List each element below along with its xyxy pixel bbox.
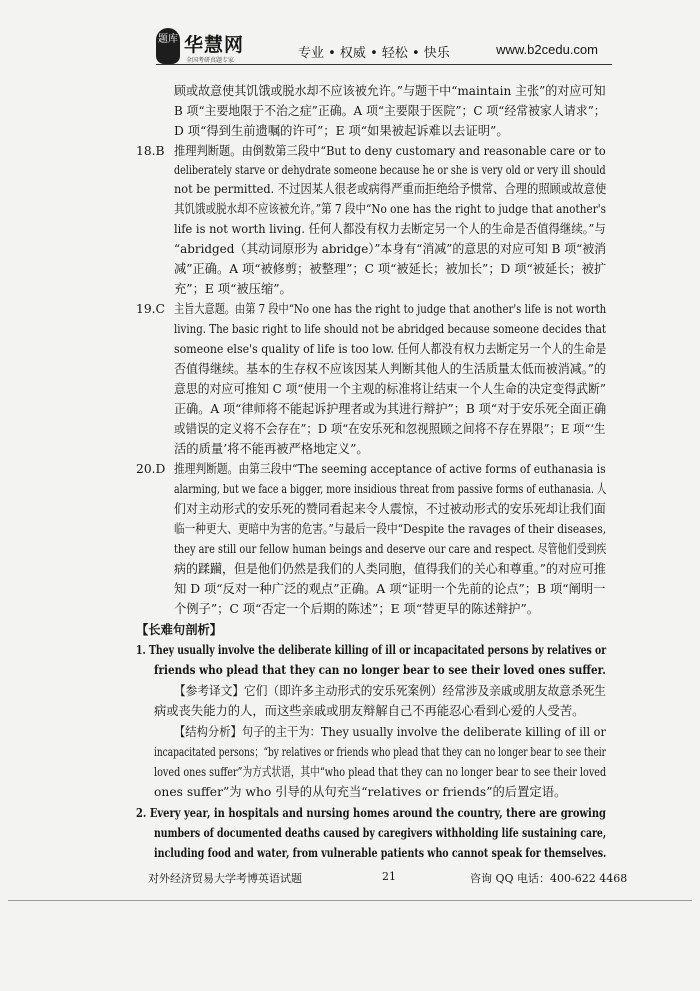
answer-number: 18.B [136,144,165,158]
text-line: 活的质量’将不能再被严格地定义”。 [174,442,369,456]
text-line: 或错误的定义将不会存在”；D 项“在安乐死和忽视照顾之间将不存在界限”；E 项“‘生 [174,422,606,436]
page-header [148,28,618,74]
analysis-line: ones suffer”为 who 引导的从句充当“relatives or friends”的后置定语。 [154,785,567,799]
text-line: “abridged（其动词原形为 abridge）”本身有“消减”的意思的对应可知 B 项“被消 [174,242,607,256]
analysis-line: incapacitated persons；“by relatives or friends who plead that they can no longer bear to see their [154,745,606,759]
footer-contact: 咨询 QQ 电话：400-622 4468 [470,872,628,885]
answer-number: 20.D [136,462,166,476]
text-line: 临一种更大、更暗中为害的危害。”与最后一段中“Despite the ravages of their diseases, [174,522,607,536]
text-line: 知 D 项“反对一种广泛的观点”正确。A 项“证明一个先前的论点”；B 项“阐明一 [174,582,606,596]
text-line: 推理判断题。由第三段中“The seeming acceptance of active forms of euthanasia is [174,462,606,476]
text-line: 病的蹂躏，但是他们仍然是我们的人类同胞，值得我们的关心和尊重。”的对应可推 [174,562,606,576]
sentence-text: including food and water, from vulnerable patients who cannot speak for themselves. [154,845,607,860]
header-website: www.b2cedu.com [496,42,598,57]
text-line: 减”正确。A 项“被修剪；被整理”；C 项“被延长；被加长”；D 项“被延长；被扩 [174,262,607,276]
sentence-text: numbers of documented deaths caused by caregivers withholding life sustaining care, [154,825,607,840]
page-divider [8,900,692,901]
text-line: 顾或故意使其饥饿或脱水却不应该被允许。”与题干中“maintain 主张”的对应可知 [174,84,606,98]
page-number: 21 [382,870,396,883]
translation-line: 病或丧失能力的人，而这些亲戚或朋友辩解自己不再能忍心看到心爱的人受苦。 [154,704,585,718]
text-line: 推理判断题。由倒数第三段中“But to deny customary and reasonable care or to [174,144,606,158]
text-line: they are still our fellow human beings and deserve our care and respect. 尽管他们受到疾 [174,542,607,556]
text-line: 否值得继续。基本的生存权不应该因某人判断其他人的生活质量太低而被消减。”的 [174,362,606,376]
text-line: D 项“得到生前遗嘱的许可”；E 项“如果被起诉难以去证明”。 [174,124,509,138]
text-line: B 项“主要地限于不治之症”正确。A 项“主要限于医院”；C 项“经常被家人请求”； [174,104,606,118]
text-line: 主旨大意题。由第 7 段中“No one has the right to judge that another's life is not worth [174,302,607,316]
section-heading: 【长难句剖析】 [136,622,223,637]
sentence-text: 1. They usually involve the deliberate killing of ill or incapacitated persons by relatives or [136,642,607,657]
logo-subtitle: 全国考研真题专家 [186,57,235,64]
logo-name: 华慧网 [184,34,245,56]
analysis-line: 【结构分析】句子的主干为：They usually involve the deliberate killing of ill or [174,725,606,739]
text-line: not be permitted. 不过因某人很老或病得严重而拒绝给予惯常、合理的照顾或故意使 [174,182,607,196]
text-line: deliberately starve or dehydrate someone because he or she is very old or very ill should [174,163,606,177]
sentence-text: friends who plead that they can no longer bear to see their loved ones suffer. [154,662,606,677]
header-slogan: 专业 • 权威 • 轻松 • 快乐 [298,46,450,61]
footer-title: 对外经济贸易大学考博英语试题 [148,872,302,885]
text-line: someone else's quality of life is too low. 任何人都没有权力去断定另一个人的生命是 [174,342,607,356]
text-line: 正确。A 项“律师将不能起诉护理者或为其进行辩护”；B 项“对于安乐死全面正确 [174,402,607,416]
text-line: 意思的对应可推知 C 项“使用一个主观的标准将让结束一个人生命的决定变得武断” [174,382,606,396]
text-line: life is not worth living. 任何人都没有权力去断定另一个人的生命是否值得继续。”与 [174,222,606,236]
header-rule [156,64,612,65]
answer-number: 19.C [136,302,165,316]
text-line: living. The basic right to life should not be abridged because someone decides that [174,322,606,336]
text-line: 其饥饿或脱水却不应该被允许。”第 7 段中“No one has the right to judge that another's [174,202,606,216]
text-line: 个例子”；C 项“否定一个后期的陈述”；E 项“替更早的陈述辩护”。 [174,602,540,616]
text-line: 们对主动形式的安乐死的赞同看起来令人震惊，不过被动形式的安乐死却让我们面 [174,502,606,516]
logo-badge: 题库 [156,28,180,64]
analysis-line: loved ones suffer”为方式状语，其中“who plead that they can no longer bear to see their loved [154,765,607,779]
text-line: 充”；E 项“被压缩”。 [174,282,292,296]
translation-line: 【参考译文】它们（即许多主动形式的安乐死案例）经常涉及亲戚或朋友故意杀死生 [174,684,606,698]
sentence-text: 2. Every year, in hospitals and nursing homes around the country, there are growing [136,805,606,820]
text-line: alarming, but we face a bigger, more insidious threat from passive forms of euthanasia. 人 [174,482,607,496]
